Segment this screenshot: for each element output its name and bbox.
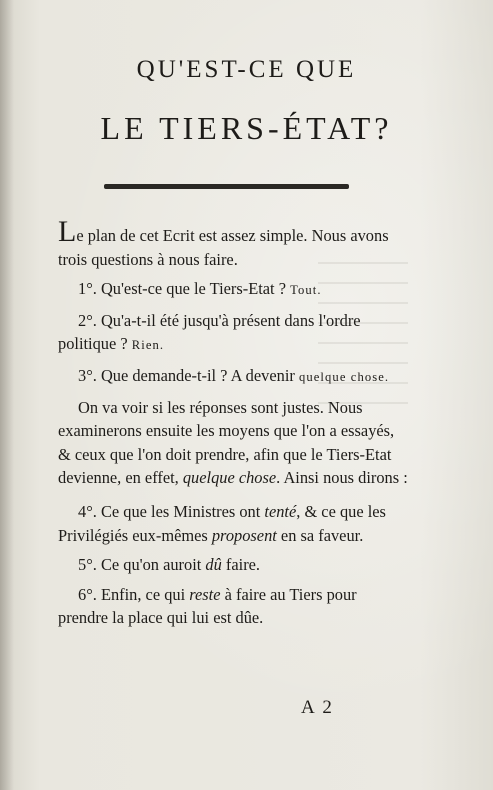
question-3-text: 3°. Que demande-t-il ? A devenir [78, 365, 299, 385]
question-4-text-a: 4°. Ce que les Ministres ont [78, 501, 265, 521]
question-6-italic: reste [189, 584, 221, 604]
question-6-text-b: à faire au Tiers pour prendre la place qui lui est dûe. [58, 584, 357, 628]
body-text [58, 215, 410, 630]
method-text-a: On va voir si les réponses sont justes. Nous examinerons ensuite les moyens que l'on a essayés, & ceux que l'on doit prendre, afin que le Tiers-Etat devienne, en effet, [58, 397, 395, 488]
question-3-answer: quelque chose. [298, 369, 390, 384]
question-3 [58, 364, 410, 390]
question-5-italic: dû [205, 555, 222, 575]
question-5-text-a: 5°. Ce qu'on auroit [78, 555, 206, 575]
question-4-italic-1: tenté [264, 501, 297, 521]
question-2-answer: Rien. [131, 338, 165, 353]
method-text-italic: quelque chose [182, 468, 277, 488]
question-6-text-a: 6°. Enfin, ce qui [78, 584, 190, 604]
question-4-text-b: , & ce que les Privilégiés eux-mêmes [58, 501, 386, 545]
title-rule [104, 184, 349, 189]
drop-cap: L [58, 215, 77, 248]
question-6 [58, 583, 410, 630]
signature-mark: A 2 [301, 697, 334, 718]
intro-paragraph [58, 215, 410, 271]
question-1-answer: Tout. [290, 283, 322, 298]
question-4-italic-2: proposent [211, 525, 277, 545]
question-2 [58, 309, 410, 358]
question-1 [58, 277, 410, 303]
question-2-text: 2°. Qu'a-t-il été jusqu'à présent dans l'ordre politique ? [58, 310, 361, 354]
question-5 [58, 553, 410, 577]
method-text-b: . Ainsi nous dirons : [276, 468, 408, 488]
title-line-1: QU'EST-CE QUE [136, 56, 357, 83]
intro-text: e plan de cet Ecrit est assez simple. Nous avons trois questions à nous faire. [58, 226, 389, 269]
question-1-text: 1°. Qu'est-ce que le Tiers-Etat ? [78, 279, 291, 299]
question-4-text-c: en sa faveur. [276, 525, 364, 545]
method-paragraph [58, 396, 410, 490]
question-4 [58, 500, 410, 547]
title-line-2: LE TIERS-ÉTAT? [100, 110, 393, 146]
question-5-text-b: faire. [221, 555, 261, 575]
